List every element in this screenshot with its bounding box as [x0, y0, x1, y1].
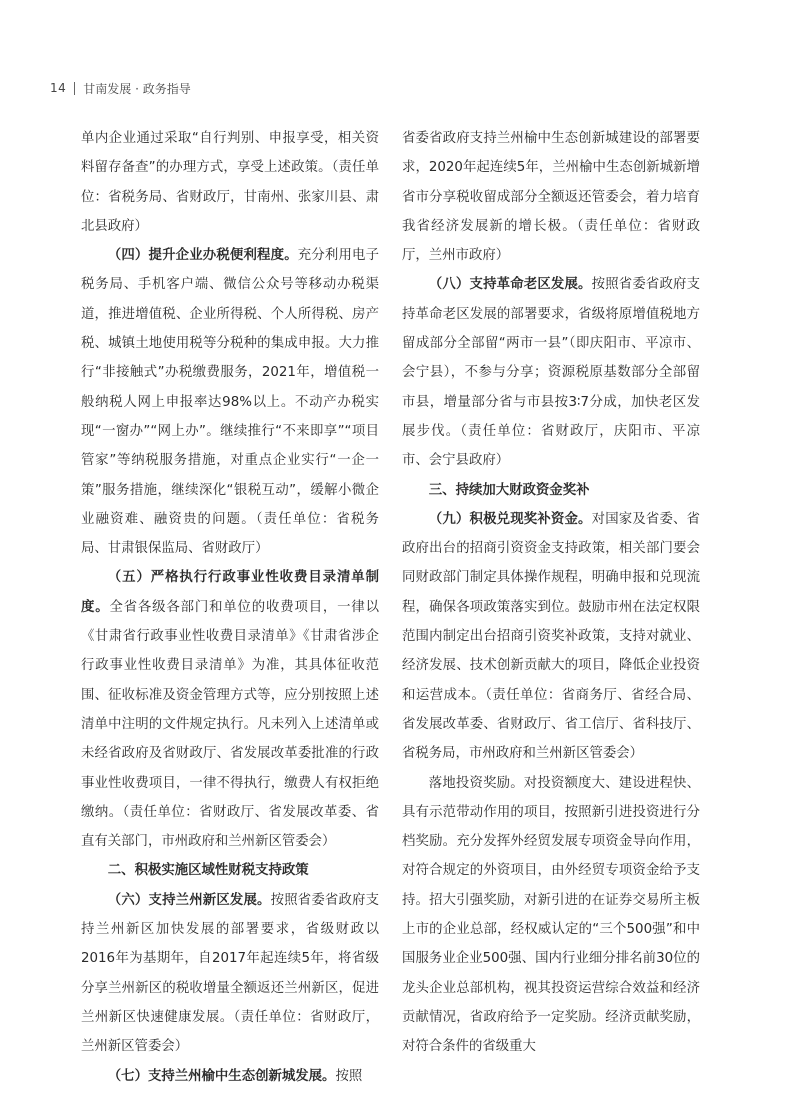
paragraph-heading: （四）提升企业办税便利程度。: [107, 248, 298, 264]
paragraph-body: 对国家及省委、省政府出台的招商引资资金支持政策，相关部门要会同财政部门制定具体操作规程，明确申报和兑现流程，确保各项政策落实到位。鼓励市州在法定权限范围内制定出台招商引资奖补政策，支持对就业、经济发展、技术创新贡献大的项目，降低企业投资和运营成本。（责任单位：省商务厅、省经合局、省发展改革委、省财政厅、省工信厅、省科技厅、省税务局，市州政府和兰州新区管委会）: [402, 511, 700, 762]
page-number: 14: [50, 81, 67, 95]
paragraph-body: 按照省委省政府支持兰州新区加快发展的部署要求，省级财政以2016年为基期年，自2017年起连续5年，将省级分享兰州新区的税收增量全额返还兰州新区，促进兰州新区快速健康发展。（责任单位：省财政厅，兰州新区管委会）: [81, 892, 379, 1055]
publication-title: 甘南发展 · 政务指导: [83, 81, 191, 96]
paragraph: [81, 241, 379, 563]
paragraph: [402, 270, 700, 475]
paragraph: [81, 886, 379, 1062]
paragraph-body: 全省各级各部门和单位的收费项目，一律以《甘肃省行政事业性收费目录清单》《甘肃省涉企行政事业性收费目录清单》为准，其具体征收范围、征收标准及资金管理方式等，应分别按照上述清单中注明的文件规定执行。凡未列入上述清单或未经省政府及省财政厅、省发展改革委批准的行政事业性收费项目，一律不得执行，缴费人有权拒绝缴纳。（责任单位：省财政厅、省发展改革委、省直有关部门，市州政府和兰州新区管委会）: [81, 599, 380, 850]
paragraph: [81, 563, 379, 856]
paragraph-heading: （七）支持兰州榆中生态创新城发展。: [107, 1068, 336, 1084]
paragraph-heading: （八）支持革命老区发展。: [428, 277, 592, 293]
paragraph-body: 按照省委省政府支持革命老区发展的部署要求，省级将原增值税地方留成部分全部留“两市一县”（即庆阳市、平凉市、会宁县），不参与分享；资源税原基数部分全部留市县，增量部分省与市县按3∶7分成，加快老区发展步伐。（责任单位：省财政厅，庆阳市、平凉市、会宁县政府）: [402, 277, 700, 469]
right-column: [402, 124, 700, 1062]
paragraph-heading: （五）严格执行行政事业性收费目录清单制度。: [81, 570, 379, 615]
header-divider: [74, 82, 75, 95]
section-title: 二、积极实施区域性财税支持政策: [107, 863, 309, 879]
paragraph-body: 充分利用电子税务局、手机客户端、微信公众号等移动办税渠道，推进增值税、企业所得税、个人所得税、房产税、城镇土地使用税等分税种的集成申报。大力推行“非接触式”办税缴费服务，2021年，增值税一般纳税人网上申报率达98%以上。不动产办税实现“一窗办”“网上办”。继续推行“不来即享”“项目管家”等纳税服务措施，对重点企业实行“一企一策”服务措施，继续深化“银税互动”，缓解小微企业融资难、融资贵的问题。（责任单位：省税务局、甘肃银保监局、省财政厅）: [81, 248, 380, 557]
left-column: [81, 124, 379, 1091]
paragraph: 省委省政府支持兰州榆中生态创新城建设的部署要求，2020年起连续5年，兰州榆中生态创新城新增省市分享税收留成部分全额返还管委会，着力培育我省经济发展新的增长极。（责任单位：省财政厅，兰州市政府）: [402, 131, 700, 264]
paragraph-body: 按照: [335, 1068, 363, 1084]
paragraph-heading: （六）支持兰州新区发展。: [107, 892, 271, 908]
page-header: [50, 78, 191, 98]
paragraph-heading: （九）积极兑现奖补资金。: [428, 511, 592, 527]
paragraph: [81, 1062, 379, 1091]
section-title: 三、持续加大财政资金奖补: [428, 482, 590, 498]
paragraph: 单内企业通过采取“自行判别、申报享受，相关资料留存备查”的办理方式，享受上述政策。（责任单位：省税务局、省财政厅，甘南州、张家川县、肃北县政府）: [81, 131, 379, 234]
paragraph: [402, 505, 700, 769]
paragraph: 落地投资奖励。对投资额度大、建设进程快、具有示范带动作用的项目，按照新引进投资进行分档奖励。充分发挥外经贸发展专项资金导向作用，对符合规定的外资项目，由外经贸专项资金给予支持。招大引强奖励，对新引进的在证券交易所主板上市的企业总部，经权威认定的“三个500强”和中国服务业企业500强、国内行业细分排名前30位的龙头企业总部机构，视其投资运营综合效益和经济贡献情况，省政府给予一定奖励。经济贡献奖励，对符合条件的省级重大: [402, 775, 700, 1055]
